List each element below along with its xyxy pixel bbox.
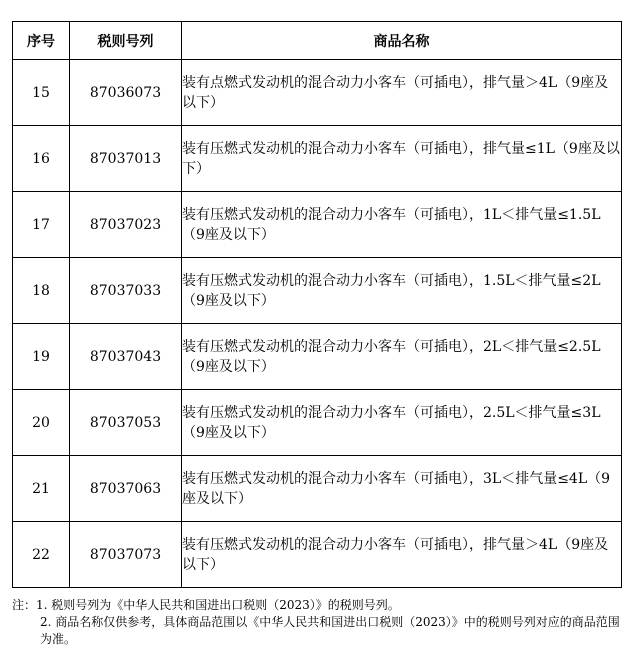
footnote-2: 2. 商品名称仅供参考，具体商品范围以《中华人民共和国进出口税则（2023）》中的税则号列对应的商品范围为准。 — [40, 615, 620, 646]
row-serial-number: 16 — [13, 126, 70, 192]
table-header-row — [13, 22, 622, 60]
row-serial-number: 20 — [13, 390, 70, 456]
row-product-name: 装有压燃式发动机的混合动力小客车（可插电），排气量≤1L（9座及以下） — [182, 126, 622, 192]
table-row — [13, 126, 622, 192]
table-row — [13, 522, 622, 588]
header-tariff-code: 税则号列 — [70, 22, 182, 60]
row-tariff-code: 87036073 — [70, 60, 182, 126]
header-serial-number: 序号 — [13, 22, 70, 60]
footnotes — [12, 597, 622, 648]
table-row — [13, 60, 622, 126]
row-product-name: 装有压燃式发动机的混合动力小客车（可插电），2.5L＜排气量≤3L（9座及以下） — [182, 390, 622, 456]
row-tariff-code: 87037043 — [70, 324, 182, 390]
row-product-name: 装有点燃式发动机的混合动力小客车（可插电），排气量＞4L（9座及以下） — [182, 60, 622, 126]
row-tariff-code: 87037073 — [70, 522, 182, 588]
row-tariff-code: 87037033 — [70, 258, 182, 324]
row-tariff-code: 87037023 — [70, 192, 182, 258]
row-serial-number: 22 — [13, 522, 70, 588]
row-serial-number: 17 — [13, 192, 70, 258]
table-row — [13, 456, 622, 522]
row-serial-number: 19 — [13, 324, 70, 390]
row-tariff-code: 87037013 — [70, 126, 182, 192]
row-serial-number: 18 — [13, 258, 70, 324]
row-product-name: 装有压燃式发动机的混合动力小客车（可插电），1.5L＜排气量≤2L（9座及以下） — [182, 258, 622, 324]
row-tariff-code: 87037053 — [70, 390, 182, 456]
table-row — [13, 192, 622, 258]
table-row — [13, 258, 622, 324]
row-product-name: 装有压燃式发动机的混合动力小客车（可插电），1L＜排气量≤1.5L（9座及以下） — [182, 192, 622, 258]
row-serial-number: 15 — [13, 60, 70, 126]
table-row — [13, 324, 622, 390]
tariff-table — [12, 21, 622, 588]
row-product-name: 装有压燃式发动机的混合动力小客车（可插电），排气量＞4L（9座及以下） — [182, 522, 622, 588]
header-product-name: 商品名称 — [182, 22, 622, 60]
row-serial-number: 21 — [13, 456, 70, 522]
row-product-name: 装有压燃式发动机的混合动力小客车（可插电），2L＜排气量≤2.5L（9座及以下） — [182, 324, 622, 390]
row-product-name: 装有压燃式发动机的混合动力小客车（可插电），3L＜排气量≤4L（9座及以下） — [182, 456, 622, 522]
footnote-1: 注：1. 税则号列为《中华人民共和国进出口税则（2023）》的税则号列。 — [12, 598, 400, 612]
table-row — [13, 390, 622, 456]
row-tariff-code: 87037063 — [70, 456, 182, 522]
